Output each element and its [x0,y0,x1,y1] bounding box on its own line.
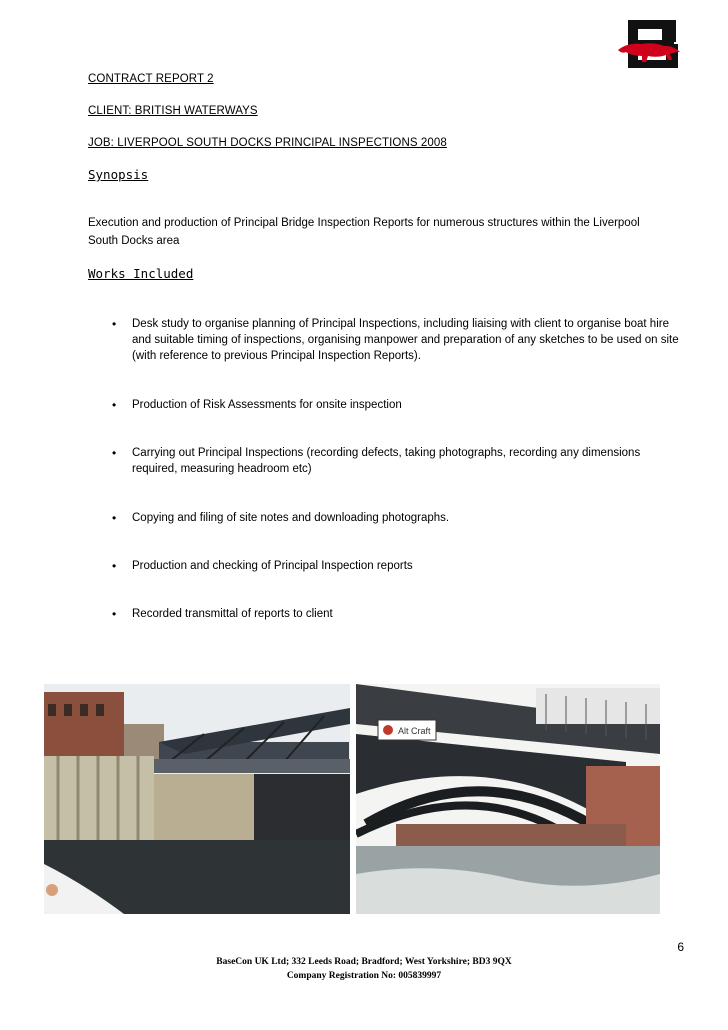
footer-address: BaseCon UK Ltd; 332 Leeds Road; Bradford; West Yorkshire; BD3 9QX [216,957,512,967]
works-heading: Works Included [88,266,194,281]
bullet-icon: • [112,317,117,331]
arch-bridge-photo [356,684,660,914]
bullet-icon: • [112,398,117,412]
job-line: JOB: LIVERPOOL SOUTH DOCKS PRINCIPAL INSPECTIONS 2008 [88,137,447,149]
page-number: 6 [677,940,684,954]
list-item: • Desk study to organise planning of Principal Inspections, including liaising with client to organise boat hire and suitable timing of inspections, organising manpower and preparation of any sketches to be used on site (with reference to previous Principal Inspection Reports). [112,317,679,362]
synopsis-heading: Synopsis [88,167,149,182]
bullet-icon: • [112,559,117,573]
list-item: • Production and checking of Principal Inspection reports [112,559,413,573]
list-item: • Recorded transmittal of reports to client [112,607,333,621]
swing-bridge-photo [44,684,350,914]
alt-craft-sign: Alt Craft [398,726,431,736]
list-item: • Production of Risk Assessments for onsite inspection [112,398,402,412]
footer-registration: Company Registration No: 005839997 [286,971,442,981]
list-item: • Carrying out Principal Inspections (recording defects, taking photographs, recording any dimensions required, measuring headroom etc) [112,446,641,475]
contract-report-title: CONTRACT REPORT 2 [88,73,214,85]
synopsis-text: Execution and production of Principal Bridge Inspection Reports for numerous structures within the Liverpool South Docks area [88,217,640,247]
bullet-icon: • [112,607,117,621]
company-logo [614,18,686,70]
bullet-icon: • [112,511,117,525]
bullet-icon: • [112,446,117,460]
client-line: CLIENT: BRITISH WATERWAYS [88,105,258,117]
list-item: • Copying and filing of site notes and downloading photographs. [112,511,450,525]
